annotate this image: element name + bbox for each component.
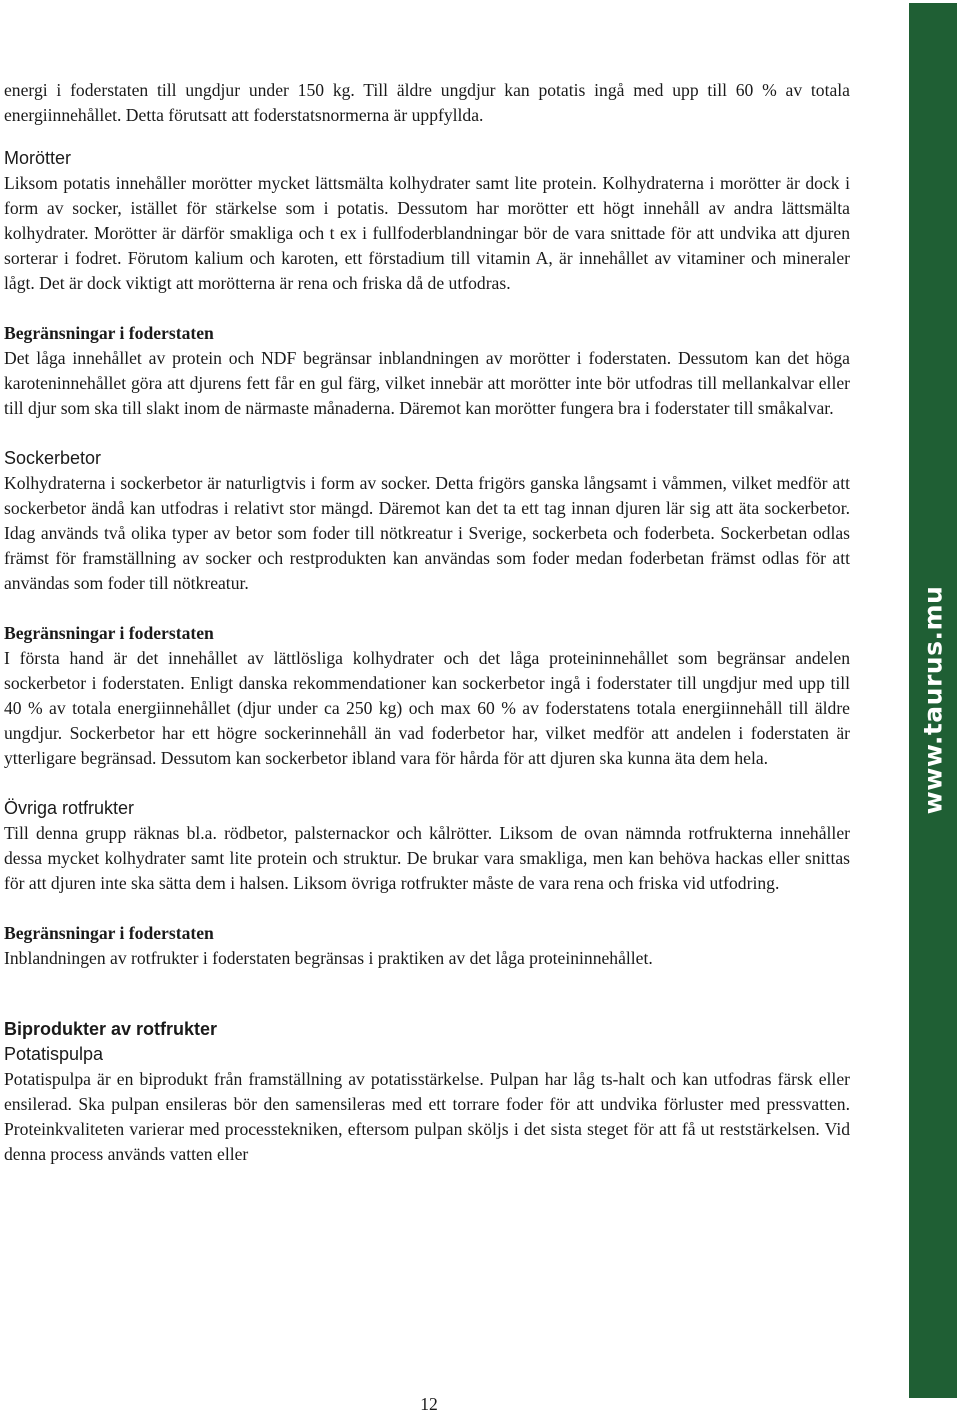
intro-paragraph: energi i foderstaten till ungdjur under 150 kg. Till äldre ungdjur kan potatis ingå med upp till 60 % av totala energiinnehållet. Detta förutsatt att foderstatsnormerna är uppfyllda. — [4, 80, 850, 125]
sockerbetor-limits-heading: Begränsningar i foderstaten — [4, 623, 214, 643]
morotter-limits-heading: Begränsningar i foderstaten — [4, 323, 214, 343]
heading-sockerbetor: Sockerbetor — [4, 448, 102, 468]
sockerbetor-limits-paragraph: I första hand är det innehållet av lättlösliga kolhydrater och det låga proteininnehållet som begränsar andelen sockerbetor i foderstaten. Enligt danska rekommendationer kan sockerbetor ingå i foderstater till ungdjur med upp till 40 % av totala energiinnehållet (djur under ca 250 kg) och max 60 % av foderstatens totala energiinnehåll till äldre ungdjur. Sockerbetor har ett högre sockerinnehåll än vad foderbetor har, vilket medför att andelen i foderstaten är ytterligare begränsad. Dessutom kan sockerbetor ibland vara för hårda för att djuren ska kunna äta dem hela. — [4, 648, 850, 768]
morotter-paragraph: Liksom potatis innehåller morötter mycket lättsmälta kolhydrater samt lite protein. Kolhydraterna i morötter är dock i form av socker, istället för stärkelse som i potatis. Dessutom har morötter ett högt innehåll av andra lättsmälta kolhydrater. Morötter är därför smakliga och t ex i fullfoderblandningar bör de vara snittade för att undvika att djuren sorterar i fodret. Förutom kalium och karoten, ett förstadium till vitamin A, är innehållet av vitaminer och mineraler lågt. Det är dock viktigt att morötterna är rena och friska då de utfodras. — [4, 173, 850, 293]
morotter-limits-paragraph: Det låga innehållet av protein och NDF begränsar inblandningen av morötter i foderstaten. Dessutom kan det höga karoteninnehållet göra att djurens fett får en gul färg, vilket innebär att morötter inte bör utfodras till mellankalvar eller till djur som ska till slakt inom de närmaste månaderna. Däremot kan morötter fungera bra i foderstater till småkalvar. — [4, 348, 850, 418]
heading-ovriga-rotfrukter: Övriga rotfrukter — [4, 798, 135, 818]
website-url: www.taurus.mu — [918, 585, 948, 815]
ovriga-limits-paragraph: Inblandningen av rotfrukter i foderstaten begränsas i praktiken av det låga proteininnehållet. — [4, 948, 653, 968]
ovriga-limits-heading: Begränsningar i foderstaten — [4, 923, 214, 943]
heading-biprodukter: Biprodukter av rotfrukter — [4, 1019, 218, 1039]
heading-potatispulpa: Potatispulpa — [4, 1044, 104, 1064]
heading-morotter: Morötter — [4, 148, 72, 168]
page-number: 12 — [420, 1394, 438, 1414]
potatispulpa-paragraph: Potatispulpa är en biprodukt från framställning av potatisstärkelse. Pulpan har låg ts-halt och kan utfodras färsk eller ensilerad. Ska pulpan ensileras bör den samensileras med ett torrare foder för att undvika förluster med pressvatten. Proteinkvaliteten varierar med processtekniken, eftersom pulpan sköljs i det sista steget för att få ut reststärkelsen. Vid denna process används vatten eller — [4, 1069, 850, 1164]
sockerbetor-paragraph: Kolhydraterna i sockerbetor är naturligtvis i form av socker. Detta frigörs ganska långsamt i våmmen, vilket medför att sockerbetor ändå kan utfodras i relativt stor mängd. Däremot kan det ta ett tag innan djuren lär sig att äta sockerbetor. Idag används två olika typer av betor som foder till nötkreatur i Sverige, sockerbeta och foderbeta. Sockerbetan odlas främst för framställning av socker och restprodukten kan användas som foder medan foderbetan främst odlas för att användas som foder till nötkreatur. — [4, 473, 850, 593]
ovriga-paragraph: Till denna grupp räknas bl.a. rödbetor, palsternackor och kålrötter. Liksom de ovan nämnda rotfrukterna innehåller dessa mycket kolhydrater samt lite protein och struktur. De brukar vara smakliga, men kan behöva hackas eller snittas för att djuren inte ska sätta dem i halsen. Liksom övriga rotfrukter måste de vara rena och friska vid utfodring. — [4, 823, 850, 893]
page-content — [4, 78, 850, 1167]
website-sidebar — [909, 3, 957, 1398]
